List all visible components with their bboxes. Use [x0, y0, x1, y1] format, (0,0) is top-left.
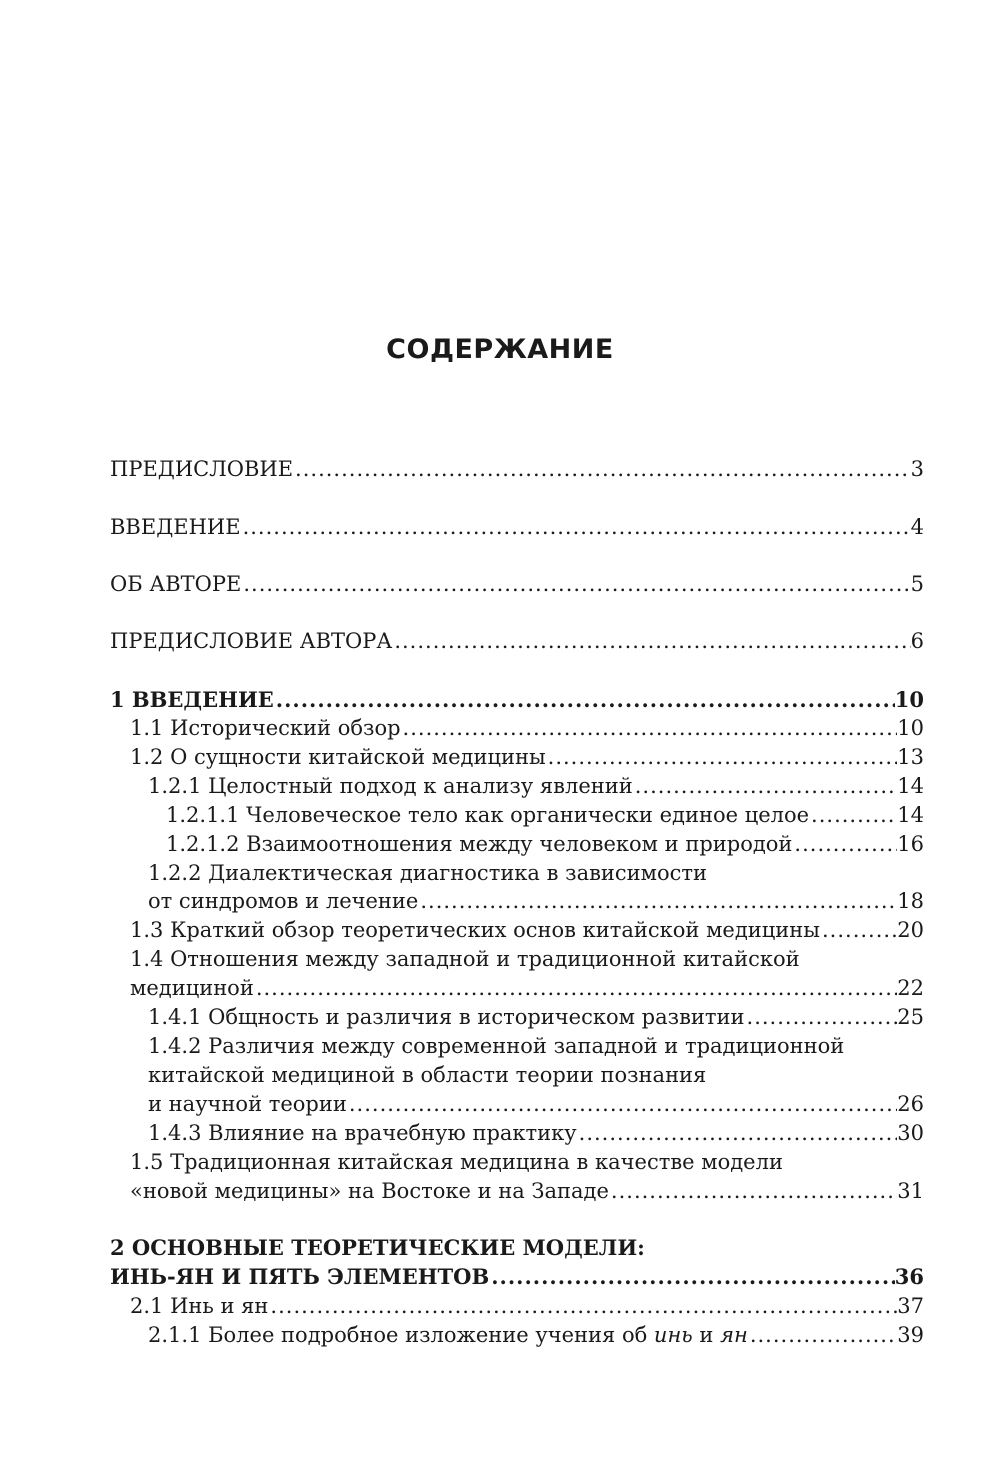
toc-entry-title: ИНЬ-ЯН И ПЯТЬ ЭЛЕМЕНТОВ [110, 1264, 490, 1289]
toc-entry[interactable] [0, 829, 1000, 859]
toc-entry[interactable] [0, 944, 1000, 974]
toc-entry-page: 16 [897, 832, 924, 856]
toc-entry-title: 1.2.2 Диалектическая диагностика в зависимости [148, 861, 708, 885]
leader-dots [254, 973, 897, 1003]
toc-entry-title: медициной [130, 976, 254, 1000]
leader-dots [809, 800, 897, 830]
toc-entry[interactable] [0, 771, 1000, 801]
leader-dots [792, 829, 897, 859]
toc-entry-continuation[interactable] [0, 973, 1000, 1003]
toc-entry-title: 1.5 Традиционная китайская медицина в качестве модели [130, 1150, 783, 1174]
toc-entry-title-italic: инь [653, 1323, 693, 1347]
toc-entry-page: 31 [897, 1179, 924, 1203]
toc-entry[interactable] [0, 713, 1000, 743]
toc-entry-title: 1.2.1 Целостный подход к анализу явлений [148, 774, 633, 798]
toc-entry-continuation[interactable] [0, 1176, 1000, 1206]
leader-dots [293, 454, 911, 484]
toc-entry-title: ВВЕДЕНИЕ [110, 515, 241, 539]
toc-entry-title: «новой медицины» на Востоке и на Западе [130, 1179, 609, 1203]
toc-entry-title: от синдромов и лечение [148, 889, 419, 913]
toc-entry-page: 3 [910, 457, 924, 481]
toc-entry-title: и научной теории [148, 1092, 347, 1116]
toc-entry[interactable] [0, 742, 1000, 772]
toc-entry[interactable] [0, 800, 1000, 830]
toc-entry-title: ОБ АВТОРЕ [110, 572, 242, 596]
leader-dots [577, 1118, 898, 1148]
leader-dots [633, 771, 898, 801]
toc-entry-title-italic: ян [720, 1323, 748, 1347]
toc-entry-page: 14 [897, 774, 924, 798]
toc-entry-page: 25 [897, 1005, 924, 1029]
leader-dots [392, 626, 910, 656]
toc-entry[interactable] [0, 569, 1000, 599]
toc-entry-page: 39 [897, 1323, 924, 1347]
toc-entry-title: 1.2 О сущности китайской медицины [130, 745, 546, 769]
leader-dots [241, 569, 910, 599]
toc-entry-page: 18 [897, 889, 924, 913]
leader-dots [274, 685, 895, 715]
toc-entry-continuation[interactable] [0, 1060, 1000, 1090]
toc-chapter-entry[interactable] [0, 1233, 1000, 1263]
leader-dots [546, 742, 898, 772]
toc-entry[interactable] [0, 626, 1000, 656]
toc-chapter-entry[interactable] [0, 685, 1000, 715]
toc-entry-title-part: 2.1.1 Более подробное изложение учения об [148, 1323, 654, 1347]
toc-entry-title: 1.4.2 Различия между современной западной и традиционной [148, 1034, 845, 1058]
toc-entry-title: 1.3 Краткий обзор теоретических основ китайской медицины [130, 918, 820, 942]
toc-entry[interactable] [0, 1118, 1000, 1148]
toc-entry-title: 1.4 Отношения между западной и традиционной китайской [130, 947, 800, 971]
toc-entry-title: 1.4.1 Общность и различия в историческом развитии [148, 1005, 745, 1029]
toc-entry-title: китайской медициной в области теории познания [148, 1063, 707, 1087]
toc-entry-title: 1.4.3 Влияние на врачебную практику [148, 1121, 577, 1145]
toc-entry-page: 22 [897, 976, 924, 1000]
leader-dots [401, 713, 898, 743]
toc-entry-title [148, 1320, 748, 1350]
toc-entry-page: 6 [910, 629, 924, 653]
toc-entry-page: 13 [897, 745, 924, 769]
toc-entry[interactable] [0, 1031, 1000, 1061]
leader-dots [418, 886, 897, 916]
toc-entry-page: 5 [910, 572, 924, 596]
leader-dots [748, 1320, 897, 1350]
toc-entry[interactable] [0, 1147, 1000, 1177]
toc-entry-title: 1.1 Исторический обзор [130, 716, 401, 740]
toc-chapter-entry-continuation[interactable] [0, 1262, 1000, 1292]
leader-dots [820, 915, 897, 945]
toc-entry-page: 10 [897, 716, 924, 740]
toc-entry-title: 1.2.1.1 Человеческое тело как органически единое целое [166, 803, 810, 827]
toc-entry-page: 26 [897, 1092, 924, 1116]
toc-entry-page: 37 [897, 1294, 924, 1318]
leader-dots [609, 1176, 897, 1206]
toc-entry[interactable] [0, 512, 1000, 542]
page-title: СОДЕРЖАНИЕ [386, 334, 614, 365]
toc-entry-page: 4 [910, 515, 924, 539]
toc-entry[interactable] [0, 915, 1000, 945]
leader-dots [268, 1291, 897, 1321]
toc-entry[interactable] [0, 858, 1000, 888]
toc-entry-page: 20 [897, 918, 924, 942]
toc-entry-page: 10 [894, 687, 924, 712]
toc-entry-page: 36 [894, 1264, 924, 1289]
toc-entry-title-part: и [692, 1323, 721, 1347]
toc-entry-title: 2.1 Инь и ян [130, 1294, 269, 1318]
leader-dots [489, 1262, 895, 1292]
leader-dots [347, 1089, 897, 1119]
toc-entry-title: 2 ОСНОВНЫЕ ТЕОРЕТИЧЕСКИЕ МОДЕЛИ: [110, 1235, 645, 1260]
toc-entry[interactable] [0, 454, 1000, 484]
toc-entry-title: 1 ВВЕДЕНИЕ [110, 687, 274, 712]
toc-entry-title: 1.2.1.2 Взаимоотношения между человеком и природой [166, 832, 793, 856]
toc-entry-continuation[interactable] [0, 886, 1000, 916]
leader-dots [745, 1002, 898, 1032]
toc-entry-title: ПРЕДИСЛОВИЕ АВТОРА [110, 629, 393, 653]
toc-entry-title: ПРЕДИСЛОВИЕ [110, 457, 294, 481]
toc-entry[interactable] [0, 1320, 1000, 1350]
toc-entry-page: 14 [897, 803, 924, 827]
toc-entry-continuation[interactable] [0, 1089, 1000, 1119]
toc-entry[interactable] [0, 1002, 1000, 1032]
toc-entry-page: 30 [897, 1121, 924, 1145]
toc-entry[interactable] [0, 1291, 1000, 1321]
leader-dots [241, 512, 911, 542]
